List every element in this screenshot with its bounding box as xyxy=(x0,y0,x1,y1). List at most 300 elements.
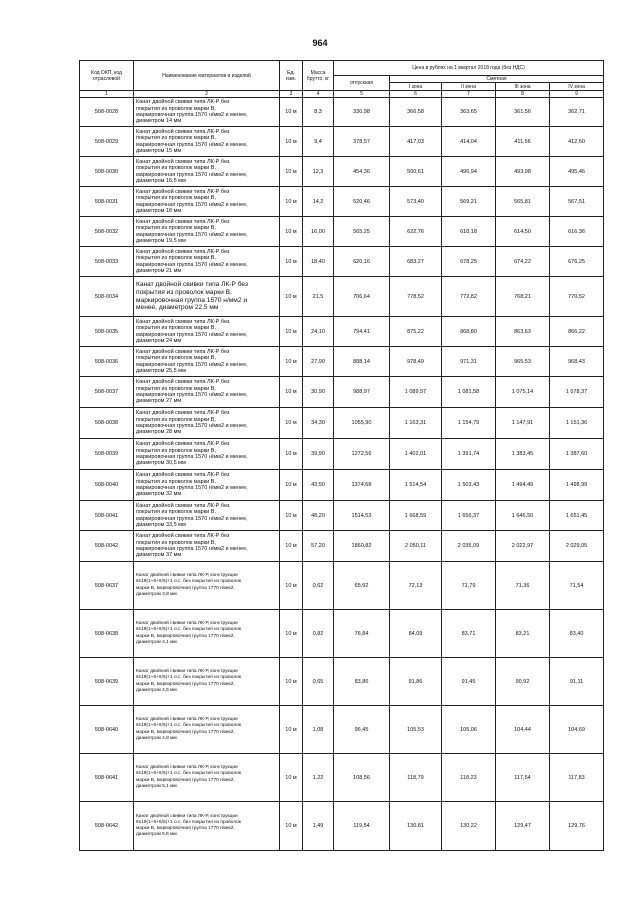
item-name-line: диаметром 28 мм xyxy=(136,429,182,436)
price-release: 65,92 xyxy=(334,562,390,610)
table-row xyxy=(80,377,604,408)
item-unit: 10 м xyxy=(280,754,303,802)
item-code: 508-0038 xyxy=(80,408,134,439)
price-zone-3: 965,53 xyxy=(496,347,550,377)
item-name-line: Канат двойной свивки типа ЛК-Р без xyxy=(136,188,230,195)
column-number: 5 xyxy=(334,91,390,98)
item-code: 508-0036 xyxy=(80,347,134,377)
item-name-line: диаметром 24 мм xyxy=(136,337,182,344)
item-name-line: 6х19(1+6+6/6)+1 о.с. без покрытия из проволок xyxy=(136,675,241,681)
item-code: 508-0037 xyxy=(80,377,134,408)
item-name-line: маркировочная группа 1570 н/мм2 и xyxy=(136,296,248,304)
item-name-line: диаметром 19,5 мм xyxy=(136,237,186,244)
item-unit: 10 м xyxy=(280,127,303,157)
header-zone-4: IV зона xyxy=(550,83,604,91)
item-mass: 1,22 xyxy=(303,754,334,802)
price-zone-4: 866,22 xyxy=(550,317,604,347)
item-name xyxy=(134,98,280,127)
item-name xyxy=(134,247,280,277)
price-zone-2: 414,04 xyxy=(442,127,496,157)
price-zone-3: 863,63 xyxy=(496,317,550,347)
price-zone-2: 496,94 xyxy=(442,157,496,187)
item-unit: 10 м xyxy=(280,98,303,127)
item-name-line: диаметром 14 мм xyxy=(136,118,182,125)
item-name-line: покрытия из проволок марки В, xyxy=(136,478,216,485)
price-zone-4: 968,43 xyxy=(550,347,604,377)
item-unit: 10 м xyxy=(280,706,303,754)
item-mass: 16,00 xyxy=(303,217,334,247)
item-name xyxy=(134,217,280,247)
table-row xyxy=(80,217,604,247)
table-row xyxy=(80,754,604,802)
item-name-line: Канат двойной свивки типа ЛК-Р без xyxy=(136,281,248,289)
price-zone-2: 1 503,43 xyxy=(442,470,496,501)
item-name-line: Канат двойной свивки типа ЛК-Р, конструкции xyxy=(136,669,238,675)
price-zone-2: 1 081,58 xyxy=(442,377,496,408)
price-zone-4: 129,76 xyxy=(550,802,604,851)
item-code: 508-0029 xyxy=(80,127,134,157)
price-zone-3: 411,56 xyxy=(496,127,550,157)
price-zone-4: 1 078,37 xyxy=(550,377,604,408)
item-name-line: покрытия из проволок марки В, xyxy=(136,416,216,423)
price-release: 76,84 xyxy=(334,610,390,658)
item-unit: 10 м xyxy=(280,347,303,377)
item-name-line: диаметром 32 мм xyxy=(136,491,182,498)
header-zone-3: III зона xyxy=(496,83,550,91)
item-name-line: диаметром 33,5 мм xyxy=(136,521,186,528)
item-name-line: покрытия из проволок марки В, xyxy=(136,385,216,392)
item-name-line: диаметром 27 мм xyxy=(136,398,182,405)
item-name-line: 6х19(1+6+6/6)+1 о.с. без покрытия из проволок xyxy=(136,627,241,633)
item-code: 508-0041 xyxy=(80,501,134,531)
price-release: 454,36 xyxy=(334,157,390,187)
item-name-line: диаметром 16,5 мм xyxy=(136,177,186,184)
item-unit: 10 м xyxy=(280,317,303,347)
price-zone-3: 1 383,45 xyxy=(496,439,550,470)
price-zone-3: 90,92 xyxy=(496,658,550,706)
price-release: 520,46 xyxy=(334,187,390,217)
item-name-line: маркировочная группа 1570 н/мм2 и менее, xyxy=(136,546,248,552)
item-name-line: покрытия из проволок марки В, xyxy=(136,355,216,362)
item-name-line: покрытия из проволок марки В, xyxy=(136,105,216,112)
price-zone-1: 573,40 xyxy=(390,187,442,217)
price-zone-1: 683,27 xyxy=(390,247,442,277)
item-code: 508-0031 xyxy=(80,187,134,217)
price-zone-2: 971,31 xyxy=(442,347,496,377)
item-mass: 1,49 xyxy=(303,802,334,851)
price-zone-2: 105,06 xyxy=(442,706,496,754)
column-number: 3 xyxy=(280,91,303,98)
price-release: 620,16 xyxy=(334,247,390,277)
item-name xyxy=(134,706,280,754)
item-name xyxy=(134,277,280,317)
table-row xyxy=(80,439,604,470)
item-name-line: покрытия из проволок марки В, xyxy=(136,325,216,332)
item-name-line: покрытия из проволок марки В, xyxy=(136,539,216,546)
item-name-line: диаметром 30,5 мм xyxy=(136,460,186,467)
item-code: 508-0032 xyxy=(80,217,134,247)
item-name-line: маркировочная группа 1570 н/мм2 и менее, xyxy=(136,231,248,238)
price-zone-1: 778,52 xyxy=(390,277,442,317)
item-code: 508-0030 xyxy=(80,157,134,187)
price-zone-2: 83,71 xyxy=(442,610,496,658)
price-release: 794,41 xyxy=(334,317,390,347)
item-mass: 24,10 xyxy=(303,317,334,347)
item-unit: 10 м xyxy=(280,247,303,277)
item-name xyxy=(134,317,280,347)
price-release: 888,14 xyxy=(334,347,390,377)
price-release: 330,98 xyxy=(334,98,390,127)
item-name-line: Канат двойной свивки типа ЛК-Р, конструкции xyxy=(136,717,238,723)
item-mass: 8,3 xyxy=(303,98,334,127)
item-name-line: диаметром 4,1 мм xyxy=(136,639,177,645)
item-name-line: диаметром 21 мм xyxy=(136,267,182,274)
item-name-line: маркировочная группа 1570 н/мм2 и менее, xyxy=(136,171,248,178)
price-zone-2: 1 154,79 xyxy=(442,408,496,439)
page-number: 964 xyxy=(312,38,328,48)
table-row xyxy=(80,98,604,127)
item-name-line: Канат двойной свивки типа ЛК-Р без xyxy=(136,99,230,106)
item-unit: 10 м xyxy=(280,562,303,610)
item-name-line: Канат двойной свивки типа ЛК-Р, конструкции xyxy=(136,813,238,819)
item-name-line: покрытия из проволок марки В, xyxy=(136,195,216,202)
price-release: 1514,53 xyxy=(334,501,390,531)
price-release: 1055,90 xyxy=(334,408,390,439)
item-name-line: Канат двойной свивки типа ЛК-Р без xyxy=(136,128,230,135)
item-name xyxy=(134,408,280,439)
header-code: Код ОКП, код отраслевой xyxy=(80,61,134,91)
item-name-line: марки В, маркировочная группа 1770 н/мм2, xyxy=(136,826,235,831)
item-unit: 10 м xyxy=(280,187,303,217)
item-name-line: диаметром 4,5 мм xyxy=(136,687,177,693)
table-row xyxy=(80,157,604,187)
price-zone-3: 768,21 xyxy=(496,277,550,317)
price-zone-1: 84,09 xyxy=(390,610,442,658)
item-name-line: маркировочная группа 1570 н/мм2 и менее, xyxy=(136,485,248,491)
item-name-line: Канат двойной свивки типа ЛК-Р без xyxy=(136,533,230,540)
item-name-line: диаметром 5,6 мм xyxy=(136,832,177,838)
item-name-line: маркировочная группа 1570 н/мм2 и менее, xyxy=(136,141,248,148)
price-zone-1: 1 163,31 xyxy=(390,408,442,439)
item-name-line: маркировочная группа 1570 н/мм2 и менее, xyxy=(136,515,248,522)
price-zone-2: 363,65 xyxy=(442,98,496,127)
price-zone-4: 1 387,60 xyxy=(550,439,604,470)
price-zone-1: 105,53 xyxy=(390,706,442,754)
item-name-line: диаметром 3,8 мм xyxy=(136,591,177,597)
table-row xyxy=(80,802,604,851)
price-zone-1: 1 514,54 xyxy=(390,470,442,501)
item-name-line: Канат двойной свивки типа ЛК-Р без xyxy=(136,218,230,225)
item-name-line: Канат двойной свивки типа ЛК-Р, конструкции xyxy=(136,573,238,579)
item-name-line: маркировочная группа 1570 н/мм2 и менее, xyxy=(136,112,248,118)
table-row xyxy=(80,347,604,377)
item-name-line: марки В, маркировочная группа 1770 н/мм2, xyxy=(136,681,235,687)
price-zone-3: 674,22 xyxy=(496,247,550,277)
item-unit: 10 м xyxy=(280,439,303,470)
item-mass: 48,20 xyxy=(303,501,334,531)
item-name-line: менее, диаметром 22,5 мм xyxy=(136,304,219,312)
table-row xyxy=(80,531,604,562)
price-zone-1: 366,58 xyxy=(390,98,442,127)
item-mass: 1,08 xyxy=(303,706,334,754)
header-unit: Ед. изм. xyxy=(280,61,303,91)
item-name-line: диаметром 15 мм xyxy=(136,147,182,154)
item-name-line: маркировочная группа 1570 н/мм2 и менее, xyxy=(136,454,248,460)
table-row xyxy=(80,470,604,501)
table-row xyxy=(80,658,604,706)
price-release: 1860,82 xyxy=(334,531,390,562)
column-number: 8 xyxy=(496,91,550,98)
item-unit: 10 м xyxy=(280,531,303,562)
header-name: Наименование материалов и изделий xyxy=(134,61,280,91)
price-zone-4: 104,69 xyxy=(550,706,604,754)
item-name xyxy=(134,187,280,217)
price-zone-3: 565,81 xyxy=(496,187,550,217)
column-number: 9 xyxy=(550,91,604,98)
item-code: 508-0639 xyxy=(80,658,134,706)
item-code: 508-0642 xyxy=(80,802,134,851)
price-zone-4: 412,60 xyxy=(550,127,604,157)
price-zone-2: 118,23 xyxy=(442,754,496,802)
header-mass: Масса брутто, кг xyxy=(303,61,334,91)
item-name-line: Канат двойной свивки типа ЛК-Р без xyxy=(136,502,230,509)
item-name xyxy=(134,347,280,377)
item-name-line: маркировочная группа 1570 н/мм2 и менее, xyxy=(136,392,248,398)
item-name xyxy=(134,802,280,851)
item-mass: 0,62 xyxy=(303,562,334,610)
header-price-group: Цена в рублях на 1 квартал 2018 года (без НДС) xyxy=(334,61,604,76)
price-zone-3: 493,98 xyxy=(496,157,550,187)
price-release: 378,57 xyxy=(334,127,390,157)
item-code: 508-0033 xyxy=(80,247,134,277)
table-row xyxy=(80,127,604,157)
item-mass: 34,30 xyxy=(303,408,334,439)
item-name-line: покрытия из проволок марки В, xyxy=(136,225,216,232)
price-zone-3: 1 494,49 xyxy=(496,470,550,501)
price-zone-1: 1 668,59 xyxy=(390,501,442,531)
item-name-line: диаметром 5,1 мм xyxy=(136,783,177,789)
price-zone-1: 2 050,11 xyxy=(390,531,442,562)
item-name-line: маркировочная группа 1570 н/мм2 и менее, xyxy=(136,331,248,338)
item-mass: 27,90 xyxy=(303,347,334,377)
price-zone-4: 83,40 xyxy=(550,610,604,658)
price-zone-1: 622,76 xyxy=(390,217,442,247)
item-code: 508-0042 xyxy=(80,531,134,562)
item-code: 508-0035 xyxy=(80,317,134,347)
item-name xyxy=(134,470,280,501)
item-mass: 12,3 xyxy=(303,157,334,187)
header-estimate: Сметная xyxy=(390,76,604,83)
item-name xyxy=(134,377,280,408)
header-release: отпускная xyxy=(334,76,390,91)
item-name-line: Канат двойной свивки типа ЛК-Р без xyxy=(136,379,230,386)
price-release: 1374,68 xyxy=(334,470,390,501)
price-zone-3: 361,56 xyxy=(496,98,550,127)
item-name-line: Канат двойной свивки типа ЛК-Р без xyxy=(136,441,230,448)
table-row xyxy=(80,247,604,277)
item-name-line: покрытия из проволок марки В, xyxy=(136,509,216,516)
price-zone-1: 417,03 xyxy=(390,127,442,157)
price-zone-1: 875,22 xyxy=(390,317,442,347)
price-zone-2: 772,82 xyxy=(442,277,496,317)
item-name xyxy=(134,501,280,531)
item-unit: 10 м xyxy=(280,377,303,408)
item-name-line: 6х19(1+6+6/6)+1 о.с. без покрытия из проволок xyxy=(136,579,241,585)
item-unit: 10 м xyxy=(280,277,303,317)
item-name xyxy=(134,610,280,658)
item-code: 508-0641 xyxy=(80,754,134,802)
table-row xyxy=(80,277,604,317)
item-name-line: Канат двойной свивки типа ЛК-Р, конструкции xyxy=(136,621,238,627)
price-zone-2: 130,22 xyxy=(442,802,496,851)
price-zone-1: 500,61 xyxy=(390,157,442,187)
table-row xyxy=(80,610,604,658)
item-unit: 10 м xyxy=(280,501,303,531)
price-zone-4: 1 498,99 xyxy=(550,470,604,501)
price-zone-1: 91,86 xyxy=(390,658,442,706)
item-code: 508-0040 xyxy=(80,470,134,501)
item-name-line: маркировочная группа 1570 н/мм2 и менее, xyxy=(136,201,248,208)
item-name-line: диаметром 18 мм xyxy=(136,207,182,214)
price-zone-4: 362,71 xyxy=(550,98,604,127)
table-row xyxy=(80,187,604,217)
price-zone-1: 1 402,01 xyxy=(390,439,442,470)
item-name-line: Канат двойной свивки типа ЛК-Р без xyxy=(136,248,230,255)
item-name-line: покрытия из проволок марки В, xyxy=(136,135,216,142)
header-zone-1: I зона xyxy=(390,83,442,91)
price-zone-3: 1 147,91 xyxy=(496,408,550,439)
price-release: 83,86 xyxy=(334,658,390,706)
price-zone-3: 129,47 xyxy=(496,802,550,851)
column-number: 6 xyxy=(390,91,442,98)
price-zone-3: 83,21 xyxy=(496,610,550,658)
item-unit: 10 м xyxy=(280,658,303,706)
item-name-line: покрытия из проволок марки В, xyxy=(136,255,216,262)
price-zone-3: 117,54 xyxy=(496,754,550,802)
price-table xyxy=(79,60,604,851)
item-mass: 14,2 xyxy=(303,187,334,217)
price-release: 119,54 xyxy=(334,802,390,851)
price-release: 988,97 xyxy=(334,377,390,408)
item-mass: 30,90 xyxy=(303,377,334,408)
column-number: 2 xyxy=(134,91,280,98)
price-zone-2: 71,79 xyxy=(442,562,496,610)
item-name-line: 6х19(1+6+6/6)+1 о.с. без покрытия из проволок xyxy=(136,819,241,825)
price-zone-4: 770,52 xyxy=(550,277,604,317)
price-zone-1: 130,81 xyxy=(390,802,442,851)
item-unit: 10 м xyxy=(280,802,303,851)
price-zone-4: 1 151,36 xyxy=(550,408,604,439)
price-zone-1: 72,13 xyxy=(390,562,442,610)
item-name xyxy=(134,439,280,470)
item-name-line: покрытия из проволок марки В, xyxy=(136,288,232,296)
item-name-line: покрытия из проволок марки В, xyxy=(136,447,216,454)
price-release: 706,64 xyxy=(334,277,390,317)
column-number: 4 xyxy=(303,91,334,98)
price-zone-3: 614,50 xyxy=(496,217,550,247)
price-zone-3: 104,44 xyxy=(496,706,550,754)
price-zone-4: 567,51 xyxy=(550,187,604,217)
item-name-line: Канат двойной свивки типа ЛК-Р без xyxy=(136,348,230,355)
item-name-line: Канат двойной свивки типа ЛК-Р без xyxy=(136,158,230,165)
price-zone-3: 1 646,50 xyxy=(496,501,550,531)
item-name-line: Канат двойной свивки типа ЛК-Р без xyxy=(136,472,230,479)
table-row xyxy=(80,317,604,347)
column-number: 1 xyxy=(80,91,134,98)
table-row xyxy=(80,408,604,439)
price-zone-4: 676,25 xyxy=(550,247,604,277)
item-unit: 10 м xyxy=(280,217,303,247)
item-code: 508-0039 xyxy=(80,439,134,470)
item-mass: 0,82 xyxy=(303,610,334,658)
table-row xyxy=(80,501,604,531)
table-row xyxy=(80,706,604,754)
item-unit: 10 м xyxy=(280,470,303,501)
price-zone-1: 1 089,57 xyxy=(390,377,442,408)
item-name-line: марки В, маркировочная группа 1770 н/мм2, xyxy=(136,729,235,735)
item-name xyxy=(134,754,280,802)
price-zone-2: 91,45 xyxy=(442,658,496,706)
item-name-line: диаметром 25,5 мм xyxy=(136,367,186,374)
price-zone-2: 1 656,37 xyxy=(442,501,496,531)
item-name-line: Канат двойной свивки типа ЛК-Р без xyxy=(136,410,230,417)
price-zone-2: 678,25 xyxy=(442,247,496,277)
price-release: 108,56 xyxy=(334,754,390,802)
item-name xyxy=(134,531,280,562)
item-name-line: маркировочная группа 1570 н/мм2 и менее, xyxy=(136,361,248,368)
price-zone-4: 91,11 xyxy=(550,658,604,706)
price-release: 1272,56 xyxy=(334,439,390,470)
item-unit: 10 м xyxy=(280,157,303,187)
item-mass: 43,50 xyxy=(303,470,334,501)
item-code: 508-0028 xyxy=(80,98,134,127)
item-mass: 21,5 xyxy=(303,277,334,317)
item-code: 508-0640 xyxy=(80,706,134,754)
table-row xyxy=(80,562,604,610)
item-name-line: марки В, маркировочная группа 1770 н/мм2, xyxy=(136,585,235,591)
item-unit: 10 м xyxy=(280,610,303,658)
item-mass: 57,20 xyxy=(303,531,334,562)
item-mass: 18,40 xyxy=(303,247,334,277)
item-name-line: марки В, маркировочная группа 1770 н/мм2, xyxy=(136,633,235,639)
price-zone-3: 1 075,14 xyxy=(496,377,550,408)
price-zone-2: 569,21 xyxy=(442,187,496,217)
item-unit: 10 м xyxy=(280,408,303,439)
price-zone-4: 1 651,45 xyxy=(550,501,604,531)
item-name-line: маркировочная группа 1570 н/мм2 и менее, xyxy=(136,423,248,429)
item-name-line: Канат двойной свивки типа ЛК-Р, конструкции xyxy=(136,765,238,771)
item-code: 508-0637 xyxy=(80,562,134,610)
item-name-line: диаметром 37 мм xyxy=(136,552,182,559)
header-zone-2: II зона xyxy=(442,83,496,91)
item-name-line: 6х19(1+6+6/6)+1 о.с. без покрытия из проволок xyxy=(136,723,241,729)
price-release: 565,25 xyxy=(334,217,390,247)
price-zone-1: 978,49 xyxy=(390,347,442,377)
price-zone-4: 2 029,05 xyxy=(550,531,604,562)
item-code: 508-0034 xyxy=(80,277,134,317)
item-name-line: диаметром 4,8 мм xyxy=(136,735,177,741)
column-number: 7 xyxy=(442,91,496,98)
price-zone-4: 71,54 xyxy=(550,562,604,610)
price-release: 96,45 xyxy=(334,706,390,754)
price-zone-4: 117,83 xyxy=(550,754,604,802)
price-zone-1: 118,79 xyxy=(390,754,442,802)
item-name-line: маркировочная группа 1570 н/мм2 и менее, xyxy=(136,261,248,268)
item-name xyxy=(134,127,280,157)
price-zone-2: 2 035,09 xyxy=(442,531,496,562)
item-name-line: покрытия из проволок марки В, xyxy=(136,165,216,172)
item-name-line: Канат двойной свивки типа ЛК-Р без xyxy=(136,318,230,325)
